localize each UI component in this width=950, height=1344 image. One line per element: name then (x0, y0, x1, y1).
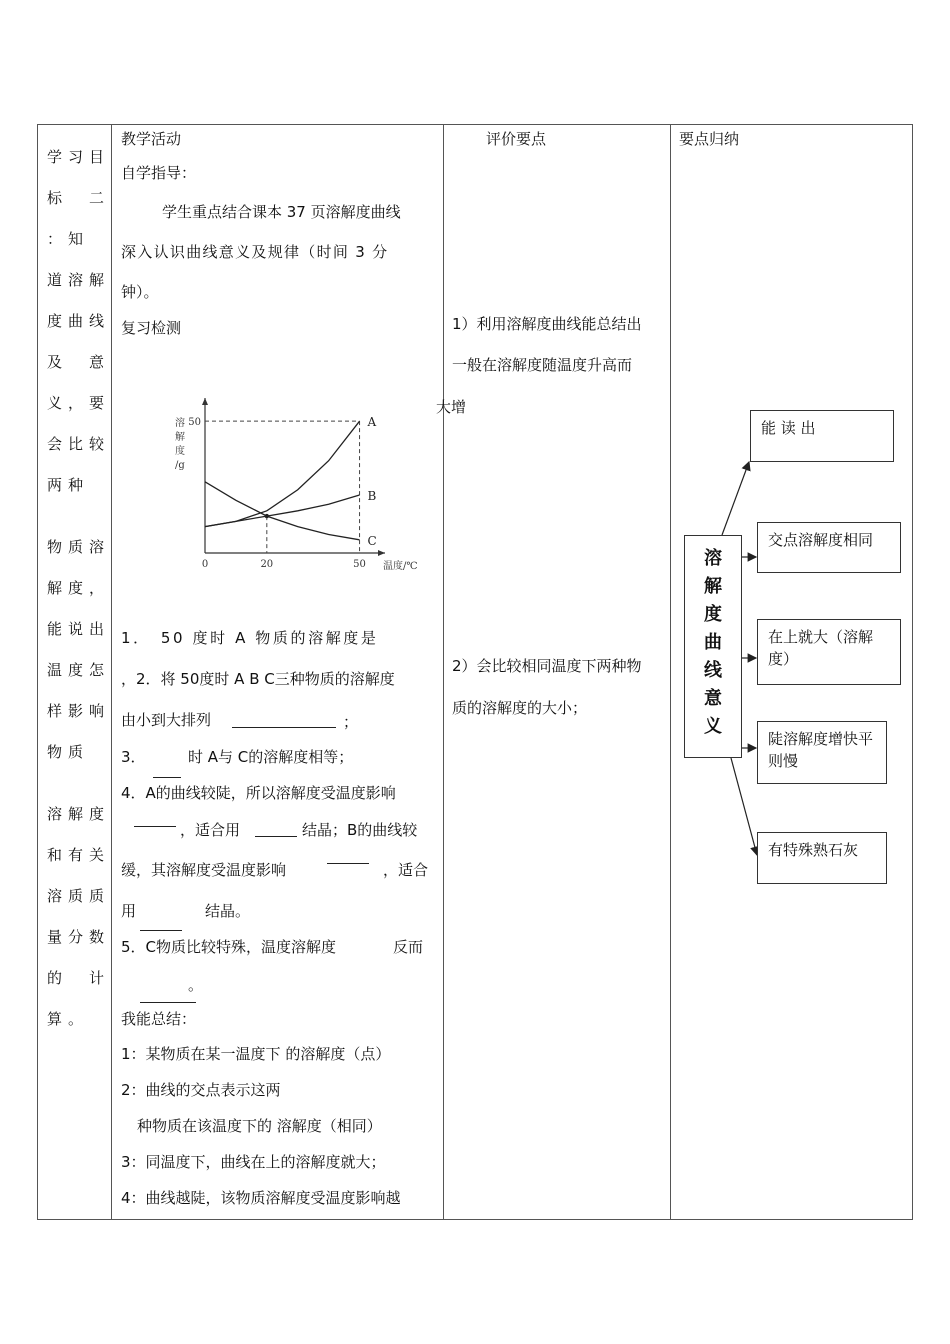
concept-box-intersection: 交点溶解度相同 (757, 522, 901, 573)
evaluation-point-1-end: 大增 (436, 398, 467, 416)
center-box-char: 曲 (704, 632, 722, 653)
y-axis-label: 溶 (175, 418, 185, 429)
teaching-activity-header: 教学活动 (121, 130, 182, 148)
concept-box-steep-slope: 陡溶解度增快平则慢 (757, 721, 887, 784)
series-label-B: B (367, 489, 377, 503)
concept-box-special-case: 有特殊熟石灰 (757, 832, 887, 884)
objective-text-line: 学习目 (47, 148, 111, 166)
answer-blank[interactable] (140, 1002, 196, 1003)
concept-box-readout: 能 读 出 (750, 410, 894, 462)
question-2-continued: 由小到大排列 (121, 711, 212, 729)
evaluation-point-1: 1）利用溶解度曲线能总结出 (452, 315, 642, 333)
question-5-b: 反而 (393, 938, 424, 956)
center-box-char: 意 (704, 688, 722, 709)
objective-text-line: 标 二 (47, 189, 111, 207)
series-label-A: A (367, 415, 377, 430)
objective-text-line: 度曲线 (47, 312, 111, 330)
series-line-A (205, 421, 360, 526)
x-tick-label: 0 (201, 559, 209, 570)
key-points-header: 要点归纳 (679, 130, 740, 148)
center-box-char: 度 (704, 604, 722, 625)
y-axis-arrow (202, 398, 208, 405)
objective-text-line: 溶质质 (47, 887, 111, 905)
question-4-e: ，适合 (383, 861, 429, 879)
objective-text-line: 义，要 (47, 394, 111, 412)
evaluation-header: 评价要点 (486, 130, 547, 148)
column-divider (443, 125, 444, 1219)
x-tick-label: 50 (353, 559, 366, 570)
objective-text-line: 会比较 (47, 435, 111, 453)
center-box-label (685, 548, 741, 744)
guide-text: 学生重点结合课本 37 页溶解度曲线 (162, 203, 401, 221)
question-4-c: 结晶；B的曲线较 (302, 821, 418, 839)
center-box-char: 解 (704, 576, 722, 597)
question-3-number: 3． (121, 748, 146, 766)
review-title: 复习检测 (121, 319, 182, 337)
objective-text-line: 样影响 (47, 702, 111, 720)
answer-blank[interactable] (140, 930, 182, 931)
solubility-curve-meaning-box (684, 535, 742, 758)
x-axis-label: 温度/℃ (383, 561, 418, 572)
question-2-end: ； (343, 713, 359, 731)
x-tick-label: 20 (260, 559, 274, 570)
objective-text-line: 物质 (47, 743, 90, 761)
question-4-b: ，适合用 (180, 821, 241, 839)
guide-title: 自学指导： (121, 164, 197, 182)
summary-3: 3：同温度下，曲线在上的溶解度就大； (121, 1153, 386, 1171)
question-4-f: 用 (121, 902, 137, 920)
summary-1: 1：某物质在某一温度下 的溶解度（点） (121, 1045, 391, 1063)
center-box-char: 线 (704, 660, 722, 681)
question-4-d: 缓，其溶解度受温度影响 (121, 861, 287, 879)
objective-text-line: 的 计 (47, 969, 111, 987)
series-line-C (205, 482, 360, 540)
y-axis-label: /g (175, 460, 185, 471)
y-axis-label: 度 (175, 446, 185, 457)
objective-text-line: 道溶解 (47, 271, 111, 289)
question-2: ，2．将 50度时 A B C三种物质的溶解度 (121, 670, 395, 688)
x-axis-arrow (378, 550, 385, 556)
objective-text-line: 量分数 (47, 928, 111, 946)
objective-text-line: 溶解度 (47, 805, 111, 823)
column-divider (670, 125, 671, 1219)
guide-text: 深入认识曲线意义及规律（时间 3 分 (121, 243, 389, 261)
objective-text-line: ：知 (47, 230, 90, 248)
objective-text-line: 物质溶 (47, 538, 111, 556)
summary-4: 4：曲线越陡，该物质溶解度受温度影响越 (121, 1189, 401, 1207)
series-label-C: C (367, 533, 377, 548)
y-tick-label: 50 (188, 417, 201, 429)
summary-title: 我能总结： (121, 1010, 197, 1028)
objective-text-line: 温度怎 (47, 661, 111, 679)
evaluation-point-1-continued: 一般在溶解度随温度升高而 (452, 356, 633, 374)
evaluation-point-2: 2）会比较相同温度下两种物 (452, 657, 642, 675)
column-divider (111, 125, 112, 1219)
objective-text-line: 及 意 (47, 353, 111, 371)
question-4-g: 结晶。 (205, 902, 251, 920)
evaluation-point-2-continued: 质的溶解度的大小； (452, 699, 588, 717)
objective-text-line: 算。 (47, 1010, 90, 1028)
answer-blank[interactable] (134, 826, 176, 827)
guide-text: 钟）。 (121, 283, 159, 301)
center-box-char: 义 (704, 716, 722, 737)
center-box-char: 溶 (704, 548, 722, 569)
concept-box-above-larger: 在上就大（溶解度） (757, 619, 901, 685)
question-3: 时 A与 C的溶解度相等； (188, 748, 354, 766)
objective-text-line: 解度， (47, 579, 111, 597)
y-axis-label: 解 (175, 432, 185, 443)
objective-text-line: 能说出 (47, 620, 111, 638)
solubility-chart (160, 398, 420, 588)
question-4: 4．A的曲线较陡，所以溶解度受温度影响 (121, 784, 396, 802)
summary-2: 2：曲线的交点表示这两 (121, 1081, 281, 1099)
answer-blank[interactable] (327, 863, 369, 864)
objective-text-line: 和有关 (47, 846, 111, 864)
question-5: 5．C物质比较特殊，温度溶解度 (121, 938, 337, 956)
objective-text-line: 两种 (47, 476, 90, 494)
answer-blank[interactable] (232, 727, 336, 728)
answer-blank[interactable] (153, 777, 181, 778)
summary-2-continued: 种物质在该温度下的 溶解度（相同） (137, 1117, 382, 1135)
question-1: 1． 50 度时 A 物质的溶解度是 (121, 629, 379, 647)
answer-blank[interactable] (255, 836, 297, 837)
question-5-c: 。 (188, 976, 204, 994)
